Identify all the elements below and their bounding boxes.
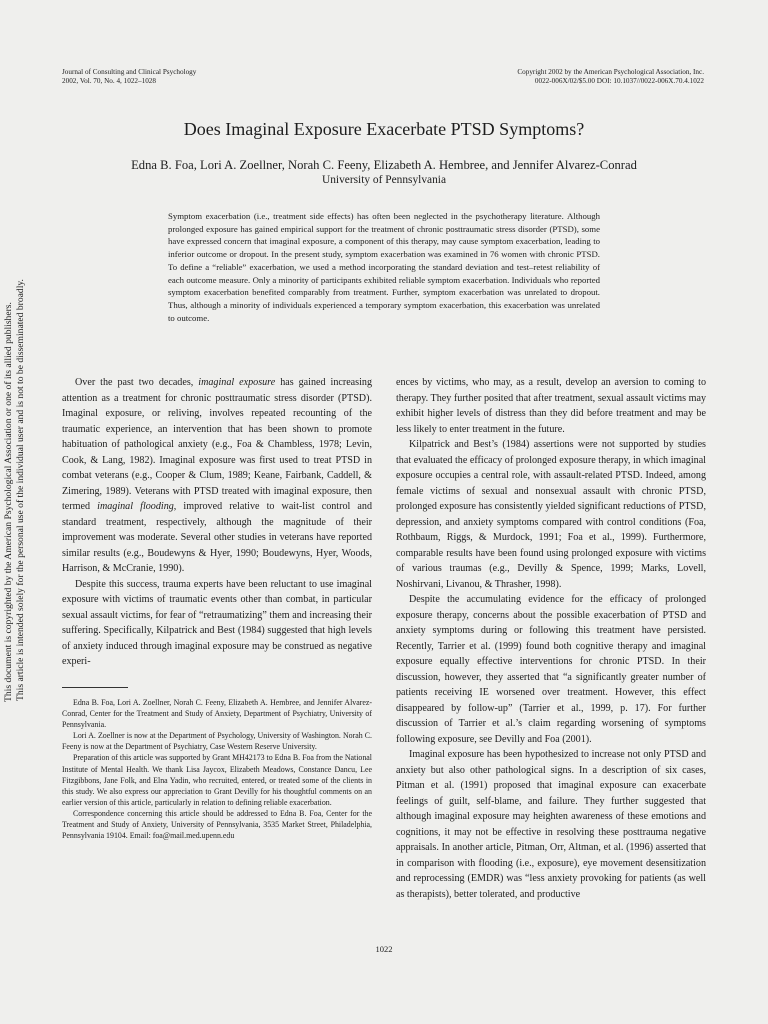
copyright-line: Copyright 2002 by the American Psychological Association, Inc. [517, 68, 704, 76]
footnote: Lori A. Zoellner is now at the Department of Psychology, University of Washington. Norah C. Feeny is now at the Department of Psychiatry, Case Western Reserve University. [62, 731, 372, 752]
text-run: Over the past two decades, [75, 377, 199, 388]
footnotes [62, 697, 372, 841]
volume-info: 2002, Vol. 70, No. 4, 1022–1028 [62, 77, 156, 85]
journal-name: Journal of Consulting and Clinical Psychology [62, 68, 197, 76]
text-run: has gained increasing attention as a treatment for chronic posttraumatic stress disorder (PTSD). Imaginal exposure, or reliving, involves repeated recounting of the traumatic experience, an intervention that has been shown to promote habituation of pathological anxiety (e.g., Foa & Chambless, 1978; Levin, Cook, & Lang, 1982). Imaginal exposure was first used to treat PTSD in combat veterans (e.g., Cooper & Clum, 1989; Keane, Fairbank, Caddell, & Zimering, 1989). Veterans with PTSD treated with imaginal exposure, then termed [62, 377, 372, 512]
left-column [62, 375, 372, 670]
body-paragraph: Despite the accumulating evidence for the efficacy of prolonged exposure therapy, concerns about the possible exacerbation of PTSD and anxiety symptoms during or following this treatment have persisted. Recently, Tarrier et al. (1999) found both cognitive therapy and imaginal exposure equally effective interventions for chronic PTSD. In their discussion, however, they asserted that “a significantly greater number of patients receiving IE worsened over treatment. However, this effect disappeared by follow-up” (Tarrier et al., 1999, p. 17). For further discussion of Tarrier et al.’s claim regarding worsening of symptoms following exposure, see Devilly and Foa (2001). [396, 594, 706, 745]
emphasis: imaginal flooding [97, 501, 174, 512]
emphasis: imaginal exposure [198, 377, 276, 388]
text-run: , improved relative to wait-list control and standard treatment, respectively, although the magnitude of their improvement was moderate. Several other studies in veterans have reported similar results (e.g., Boudewyns & Hyer, 1990; Boudewyns, Hyer, Woods, Harrison, & McCranie, 1990). [62, 501, 372, 574]
body-paragraph: Kilpatrick and Best’s (1984) assertions were not supported by studies that evaluated the efficacy of prolonged exposure therapy, in which imaginal exposure occupies a central role, with assault-related PTSD. Indeed, among female victims of sexual and nonsexual assault with chronic PTSD, prolonged exposure has consistently yielded significant reductions of PTSD, depression, and anxiety symptoms compared with control conditions (Foa, Rothbaum, Riggs, & Murdock, 1991; Foa et al., 1999). Furthermore, comparable results have been found using prolonged exposure with victims of various traumas (e.g., Devilly & Spence, 1999; Marks, Lovell, Noshirvani, Livanou, & Thrasher, 1998). [396, 439, 706, 590]
right-column [396, 375, 706, 902]
page-number: 1022 [375, 944, 393, 954]
doi-line: 0022-006X/02/$5.00 DOI: 10.1037//0022-006X.70.4.1022 [534, 77, 704, 85]
body-paragraph [62, 375, 372, 577]
body-paragraph: Despite this success, trauma experts have been reluctant to use imaginal exposure with victims of traumatic events other than combat, in particular sexual assault victims, for fear of “retraumatizing” them and increasing their suffering. Specifically, Kilpatrick and Best (1984) suggested that high levels of anxiety induced through imaginal exposure may be construed as negative experi- [62, 578, 372, 667]
footnote-rule [62, 687, 128, 688]
footnote: Preparation of this article was supported by Grant MH42173 to Edna B. Foa from the National Institute of Mental Health. We thank Lisa Jaycox, Elizabeth Meadows, Constance Dancu, Lee Fitzgibbons, Jane Folk, and Elna Yadin, who recruited, entered, or treated some of the clients in this study. We also express our appreciation to Grant Devilly for his thoughtful comments on an earlier version of this article, particularly in relation to defining reliable exacerbation. [62, 753, 372, 807]
author-list: Edna B. Foa, Lori A. Zoellner, Norah C. Feeny, Elizabeth A. Hembree, and Jennifer Alvarez-Conrad [131, 158, 637, 172]
copyright-sidebar [0, 0, 30, 1024]
copyright-header [517, 68, 704, 86]
abstract: Symptom exacerbation (i.e., treatment side effects) has often been neglected in the psychotherapy literature. Although prolonged exposure has gained empirical support for the treatment of chronic posttraumatic stress disorder (PTSD), some have expressed concern that imaginal exposure, a component of this therapy, may cause symptom exacerbation, leading to inferior outcome or dropout. In the present study, symptom exacerbation was examined in 76 women with chronic PTSD. To define a “reliable” exacerbation, we used a method incorporating the standard deviation and test–retest reliability of each outcome measure. Only a minority of participants exhibited reliable symptom exacerbation. Individuals who reported symptom exacerbation benefited comparably from treatment. Further, symptom exacerbation was unrelated to dropout. Thus, although a minority of individuals experienced a temporary symptom exacerbation, this exacerbation was unrelated to outcome. [168, 211, 600, 323]
body-paragraph: Imaginal exposure has been hypothesized to increase not only PTSD and anxiety but also other pathological signs. In a description of six cases, Pitman et al. (1991) proposed that imaginal exposure can exacerbate feelings of guilt, self-blame, and failure. They further suggested that although imaginal exposure may heighten awareness of these emotions and cognitions, it may not be effective in resolving these posttrauma negative appraisals. In another article, Pitman, Orr, Altman, et al. (1996) asserted that in comparison with flooding (i.e., exposure), eye movement desensitization and reprocessing (EMDR) was “less anxiety provoking for patients (as well as therapists), better tolerated, and productive [396, 749, 706, 900]
article-title: Does Imaginal Exposure Exacerbate PTSD Symptoms? [183, 119, 585, 139]
sidebar-line-1: This document is copyrighted by the American Psychological Association or one of its allied publishers. [3, 302, 14, 702]
sidebar-line-2: This article is intended solely for the personal use of the individual user and is not to be disseminated broadly. [15, 279, 26, 701]
affiliation: University of Pennsylvania [321, 174, 446, 186]
footnote: Correspondence concerning this article should be addressed to Edna B. Foa, Center for the Treatment and Study of Anxiety, University of Pennsylvania, 3535 Market Street, Philadelphia, Pennsylvania 19104. Email: foa@mail.med.upenn.edu [62, 808, 372, 841]
footnote: Edna B. Foa, Lori A. Zoellner, Norah C. Feeny, Elizabeth A. Hembree, and Jennifer Alvarez-Conrad, Center for the Treatment and Study of Anxiety, Department of Psychiatry, University of Pennsylvania. [62, 698, 372, 730]
body-paragraph: ences by victims, who may, as a result, develop an aversion to coming to therapy. They further posited that after treatment, sexual assault victims may exhibit higher levels of distress than they did before treatment and may be less likely to enter treatment in the future. [396, 377, 706, 435]
journal-header [62, 68, 196, 86]
